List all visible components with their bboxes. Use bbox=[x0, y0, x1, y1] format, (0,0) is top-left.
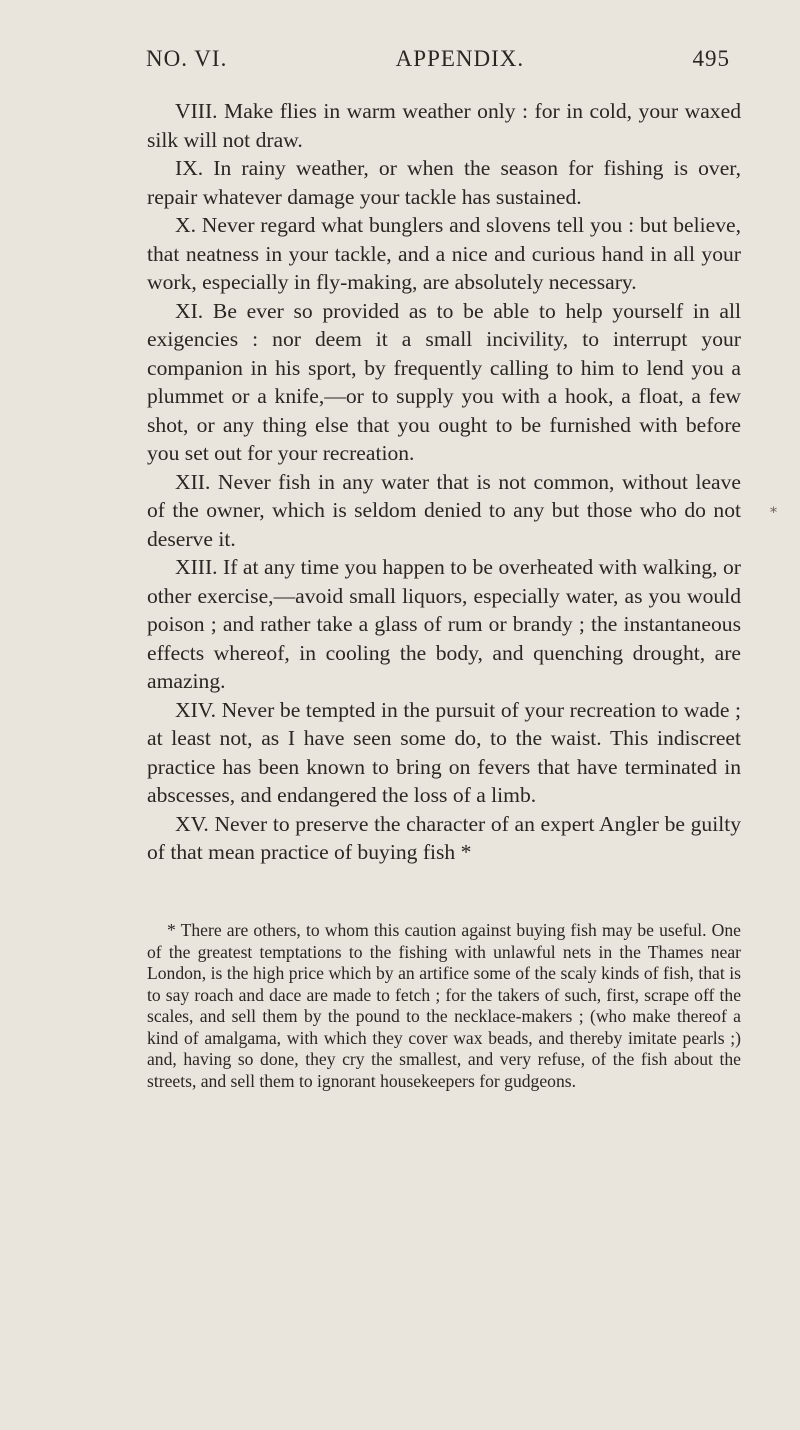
margin-mark: * bbox=[770, 505, 777, 521]
rule-paragraph: IX. In rainy weather, or when the season for fishing is over, repair whatever damage your tackle has sustained. bbox=[147, 156, 741, 209]
footnote-paragraph: * There are others, to whom this caution against buying fish may be useful. One of the greatest temptations to the fishing with unlawful nets in the Thames near London, is the high price which by an artifice some of the scaly kinds of fish, that is to say roach and dace are made to fetch ; for the takers of such, first, scrape off the scales, and sell them by the pound to the necklace-makers ; (who make thereof a kind of amalgama, with which they cover wax beads, and thereby imitate pearls ;) and, having so done, they cry the smallest, and very refuse, of the fish about the streets, and sell them to ignorant housekeepers for gudgeons. bbox=[147, 920, 741, 1091]
header-title: APPENDIX. bbox=[395, 46, 525, 71]
rule-paragraph: XII. Never fish in any water that is not common, without leave of the owner, which is seldom denied to any but those who do not deserve it. bbox=[147, 469, 741, 551]
page-number: 495 bbox=[692, 46, 730, 71]
rule-paragraph: VIII. Make flies in warm weather only : for in cold, your waxed silk will not draw. bbox=[147, 99, 741, 152]
rule-paragraph: XI. Be ever so provided as to be able to help yourself in all exigencies : nor deem it a small incivility, to interrupt your companion in his sport, by frequently calling to him to lend you a plummet or a knife,—or to supply you with a hook, a float, a few shot, or any thing else that you ought to be furnished with before you set out for your recreation. bbox=[147, 298, 741, 465]
footnote bbox=[147, 920, 741, 1092]
rule-paragraph: XIV. Never be tempted in the pursuit of your recreation to wade ; at least not, as I have seen some do, to the waist. This indiscreet practice has been known to bring on fevers that have terminated in abscesses, and endangered the loss of a limb. bbox=[147, 697, 741, 807]
rule-paragraph: X. Never regard what bunglers and slovens tell you : but believe, that neatness in your tackle, and a nice and curious hand in all your work, especially in fly-making, are absolutely necessary. bbox=[147, 213, 741, 294]
header-number: NO. VI. bbox=[146, 46, 228, 71]
rules-text bbox=[147, 97, 741, 867]
running-header bbox=[146, 46, 730, 72]
rule-paragraph: XV. Never to preserve the character of an expert Angler be guilty of that mean practice of buying fish * bbox=[147, 811, 741, 864]
rule-paragraph: XIII. If at any time you happen to be overheated with walking, or other exercise,—avoid small liquors, especially water, as you would poison ; and rather take a glass of rum or brandy ; the instantaneous effects whereof, in cooling the body, and quenching drought, are amazing. bbox=[147, 555, 741, 693]
